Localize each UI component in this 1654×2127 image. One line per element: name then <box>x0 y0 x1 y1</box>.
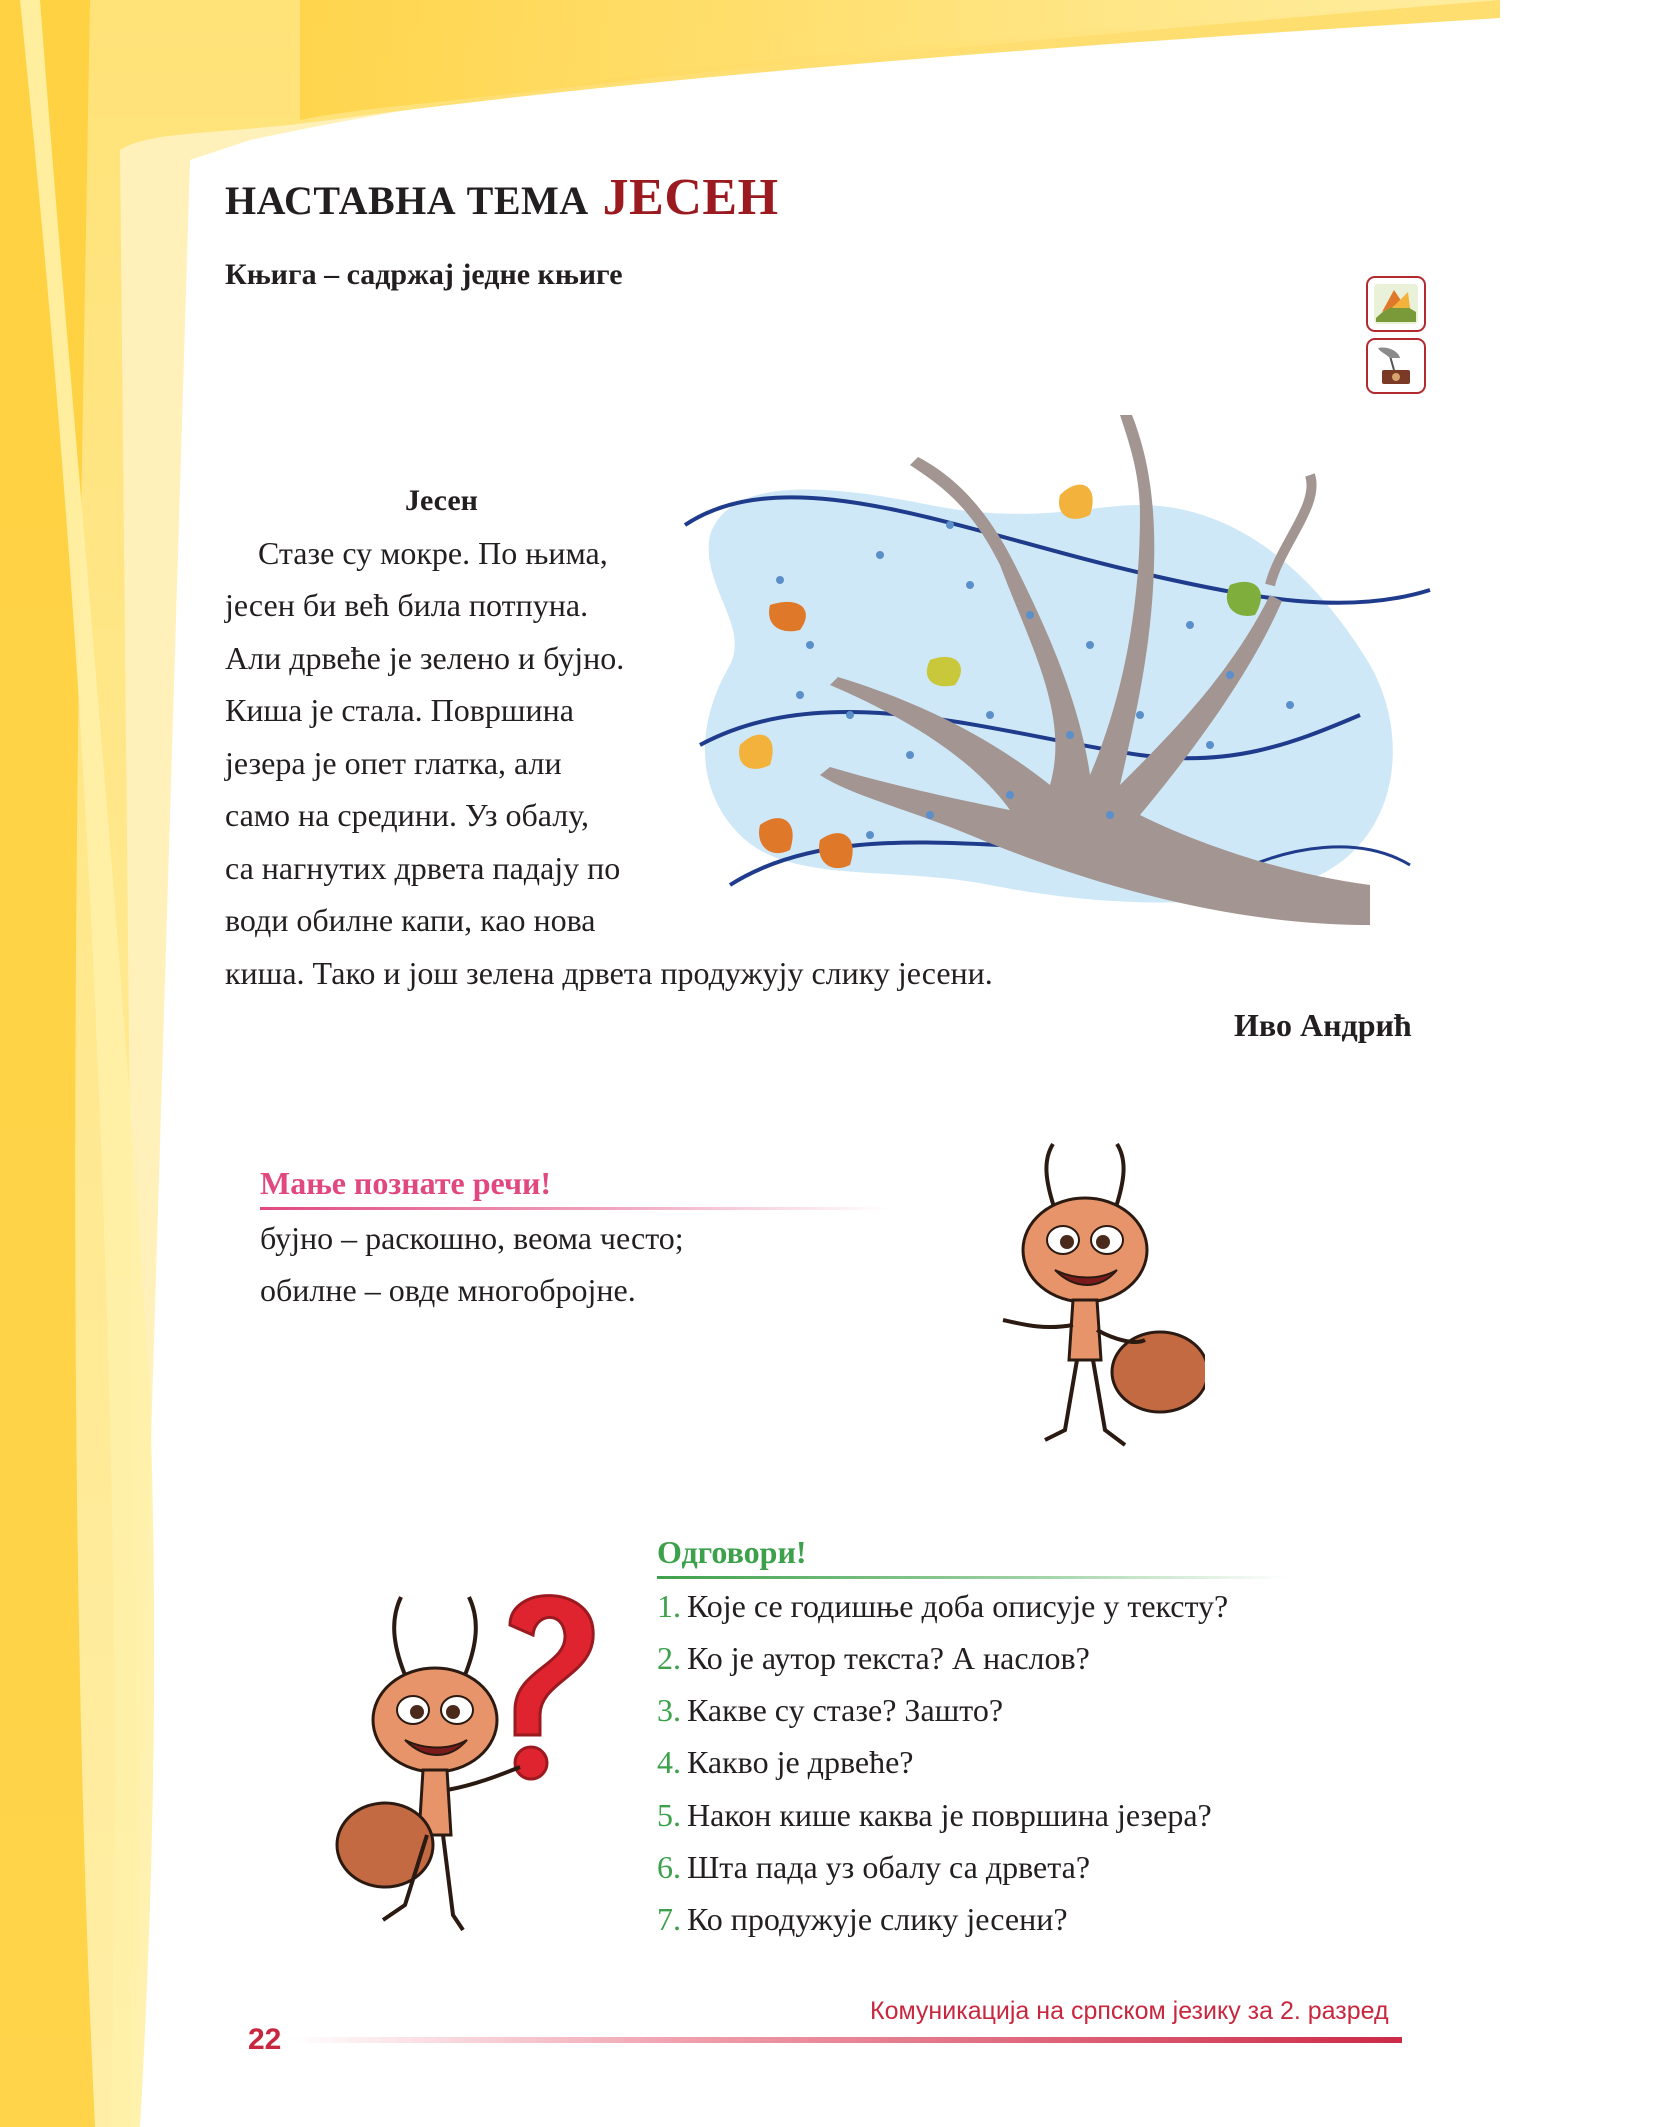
question-text: Какво је дрвеће? <box>687 1744 914 1780</box>
question-text: Шта пада уз обалу са дрвета? <box>687 1849 1091 1885</box>
question-number: 6. <box>657 1849 681 1885</box>
question-item <box>657 1640 1090 1677</box>
poem-title: Јесен <box>405 484 478 517</box>
poem-line: Али дрвеће је зелено и бујно. <box>225 640 625 676</box>
image-icon <box>1372 282 1420 326</box>
theme-topic: ЈЕСЕН <box>602 169 779 226</box>
vocabulary-title: Мање познате речи! <box>260 1165 552 1201</box>
ant-character-waving <box>985 1140 1205 1480</box>
question-number: 1. <box>657 1588 681 1624</box>
question-number: 4. <box>657 1744 681 1780</box>
autumn-tree-illustration <box>670 415 1440 935</box>
poem-line: језера је опет глатка, али <box>225 745 562 781</box>
book-title-footer: Комуникација на српском језику за 2. разред <box>870 1997 1389 2025</box>
questions-divider <box>657 1576 1287 1579</box>
poem-line: киша. Тако и још зелена дрвета продужују слику јесени. <box>225 955 993 991</box>
vocabulary-item: бујно – раскошно, веома често; <box>260 1220 684 1256</box>
lesson-theme-heading <box>225 168 779 227</box>
question-text: Ко продужује слику јесени? <box>687 1901 1068 1937</box>
lesson-subtitle: Књига – садржај једне књиге <box>225 258 623 291</box>
question-item <box>657 1588 1228 1625</box>
vocabulary-item: обилне – овде многобројне. <box>260 1272 636 1308</box>
ant-character-question <box>335 1585 605 1975</box>
poem-line: јесен би већ била потпуна. <box>225 587 589 623</box>
question-number: 2. <box>657 1640 681 1676</box>
questions-title: Одговори! <box>657 1534 807 1570</box>
question-item <box>657 1797 1212 1834</box>
image-button[interactable] <box>1366 276 1426 332</box>
poem-line: са нагнутих дрвета падају по <box>225 850 621 886</box>
poem-line: само на средини. Уз обалу, <box>225 797 590 833</box>
poem-line: води обилне капи, као нова <box>225 902 596 938</box>
vocabulary-divider <box>260 1207 890 1210</box>
page-number: 22 <box>248 2023 282 2056</box>
question-text: Ко је аутор текста? А наслов? <box>687 1640 1090 1676</box>
question-number: 5. <box>657 1797 681 1833</box>
question-text: Које се годишње доба описује у тексту? <box>687 1588 1229 1624</box>
question-number: 3. <box>657 1692 681 1728</box>
theme-label: НАСТАВНА ТЕМА <box>225 178 589 223</box>
poem-line: Стазе су мокре. По њима, <box>258 535 608 571</box>
question-item <box>657 1744 913 1781</box>
poem-line: Киша је стала. Површина <box>225 692 574 728</box>
question-text: Какве су стазе? Зашто? <box>687 1692 1004 1728</box>
question-text: Након кише каква је површина језера? <box>687 1797 1212 1833</box>
footer-divider <box>290 2037 1402 2043</box>
question-number: 7. <box>657 1901 681 1937</box>
question-item <box>657 1849 1090 1886</box>
poem-author: Иво Андрић <box>1234 1007 1412 1043</box>
question-item <box>657 1692 1003 1729</box>
audio-button[interactable] <box>1366 338 1426 394</box>
gramophone-icon <box>1372 344 1420 388</box>
question-item <box>657 1901 1068 1938</box>
